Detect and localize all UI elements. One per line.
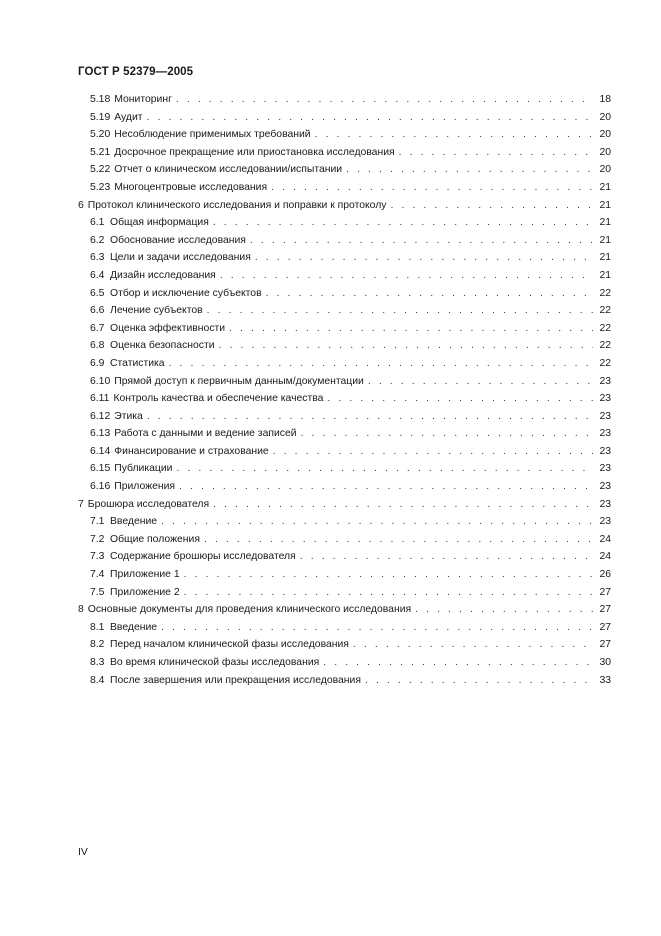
toc-dot-leader — [179, 478, 593, 496]
toc-entry — [78, 619, 611, 637]
toc-entry-page: 23 — [599, 375, 611, 387]
toc-dot-leader — [327, 390, 593, 408]
toc-entry — [78, 443, 611, 461]
toc-entry-page: 26 — [599, 569, 611, 581]
toc-entry-page: 22 — [599, 357, 611, 369]
toc-entry-page: 23 — [599, 498, 611, 510]
toc-entry-title: Отбор и исключение субъектов — [110, 287, 262, 299]
toc-entry-number: 6.15 — [90, 463, 111, 475]
toc-entry-title: Оценка безопасности — [110, 340, 215, 352]
toc-entry-page: 21 — [599, 234, 611, 246]
toc-entry-number: 6.4 — [90, 269, 105, 281]
toc-dot-leader — [300, 548, 593, 566]
toc-dot-leader — [213, 496, 593, 514]
toc-entry-page: 24 — [599, 551, 611, 563]
toc-dot-leader — [147, 109, 593, 127]
toc-entry-title: После завершения или прекращения исследования — [110, 674, 361, 686]
toc-entry-number: 8.4 — [90, 674, 105, 686]
toc-dot-leader — [161, 619, 593, 637]
toc-dot-leader — [255, 249, 593, 267]
toc-entry — [78, 144, 611, 162]
toc-dot-leader — [415, 601, 593, 619]
toc-entry — [78, 654, 611, 672]
toc-entry-title: Мониторинг — [114, 94, 172, 105]
toc-entry-page: 23 — [599, 445, 611, 457]
toc-entry-page: 27 — [599, 604, 611, 616]
toc-entry-number: 6.7 — [90, 322, 105, 334]
toc-entry-title: Обоснование исследования — [110, 234, 246, 246]
toc-entry-number: 8 — [78, 604, 84, 616]
toc-entry-number: 8.3 — [90, 657, 105, 668]
toc-entry-title: Работа с данными и ведение записей — [114, 428, 297, 440]
toc-entry — [78, 373, 611, 391]
toc-entry-page: 22 — [599, 305, 611, 317]
toc-entry-page: 33 — [599, 674, 611, 686]
toc-entry-title: Введение — [110, 516, 158, 528]
toc-dot-leader — [273, 443, 593, 461]
toc-entry-number: 5.22 — [90, 164, 111, 176]
toc-entry-number: 6.11 — [90, 393, 110, 405]
toc-entry-page: 23 — [599, 516, 611, 528]
toc-entry — [78, 496, 611, 514]
toc-entry — [78, 584, 611, 602]
toc-entry-page: 20 — [599, 129, 611, 141]
toc-entry — [78, 214, 611, 232]
toc-entry-number: 8.1 — [90, 621, 105, 633]
toc-entry-number: 7.2 — [90, 533, 105, 545]
toc-dot-leader — [147, 408, 593, 426]
toc-entry-title: Перед началом клинической фазы исследования — [110, 639, 349, 651]
toc-entry-title: Протокол клинического исследования и поправки к протоколу — [87, 199, 387, 211]
toc-entry-number: 7 — [78, 498, 84, 510]
toc-entry-number: 6.1 — [90, 217, 105, 229]
toc-entry — [78, 302, 611, 320]
toc-entry-number: 7.3 — [90, 551, 105, 563]
toc-entry-page: 27 — [599, 639, 611, 651]
toc-entry — [78, 672, 611, 690]
toc-entry — [78, 161, 611, 179]
toc-entry-page: 23 — [599, 481, 611, 493]
toc-entry-number: 6.12 — [90, 410, 111, 422]
toc-entry-title: Контроль качества и обеспечение качества — [113, 393, 324, 405]
toc-entry-number: 6.6 — [90, 305, 105, 317]
toc-entry-page: 30 — [599, 657, 611, 668]
toc-entry-number: 5.20 — [90, 129, 111, 141]
toc-entry-page: 23 — [599, 463, 611, 475]
toc-entry-page: 21 — [599, 199, 611, 211]
toc-entry-title: Общие положения — [110, 533, 200, 545]
toc-entry-number: 7.4 — [90, 569, 105, 581]
toc-entry-page: 27 — [599, 621, 611, 633]
toc-entry-number: 6.5 — [90, 287, 105, 299]
toc-entry-page: 23 — [599, 393, 611, 405]
toc-entry — [78, 249, 611, 267]
toc-dot-leader — [271, 179, 593, 197]
toc-entry-page: 23 — [599, 428, 611, 440]
toc-entry — [78, 390, 611, 408]
toc-dot-leader — [353, 636, 593, 654]
toc-dot-leader — [161, 513, 593, 531]
toc-entry — [78, 267, 611, 285]
toc-entry-number: 6.2 — [90, 234, 105, 246]
toc-entry — [78, 320, 611, 338]
toc-dot-leader — [266, 285, 593, 303]
toc-entry-title: Приложение 2 — [110, 586, 180, 598]
toc-dot-leader — [169, 355, 593, 373]
toc-dot-leader — [301, 425, 593, 443]
toc-entry-title: Этика — [114, 410, 143, 422]
toc-entry-title: Общая информация — [110, 217, 209, 229]
toc-entry — [78, 197, 611, 215]
toc-dot-leader — [184, 566, 593, 584]
toc-dot-leader — [220, 267, 593, 285]
toc-entry-number: 6.3 — [90, 252, 105, 264]
toc-dot-leader — [207, 302, 593, 320]
toc-dot-leader — [346, 161, 593, 179]
toc-entry — [78, 126, 611, 144]
toc-dot-leader — [213, 214, 593, 232]
toc-dot-leader — [315, 126, 593, 144]
toc-entry-number: 6.10 — [90, 375, 111, 387]
toc-entry — [78, 109, 611, 127]
toc-entry-page: 22 — [599, 322, 611, 334]
toc-entry-page: 22 — [599, 340, 611, 352]
toc-entry-title: Досрочное прекращение или приостановка исследования — [114, 146, 395, 158]
toc-entry-page: 21 — [599, 181, 611, 193]
toc-dot-leader — [229, 320, 593, 338]
toc-dot-leader — [204, 531, 593, 549]
toc-dot-leader — [250, 232, 593, 250]
toc-entry-number: 7.5 — [90, 586, 105, 598]
toc-entry-page: 23 — [599, 410, 611, 422]
page-header: ГОСТ Р 52379—2005 — [78, 66, 194, 78]
toc-entry-page: 21 — [599, 269, 611, 281]
toc-entry — [78, 566, 611, 584]
toc-entry-title: Цели и задачи исследования — [110, 252, 251, 264]
toc-entry-number: 8.2 — [90, 639, 105, 651]
toc-entry-title: Приложения — [114, 481, 176, 493]
toc-dot-leader — [399, 144, 593, 162]
toc-entry-page: 20 — [599, 111, 611, 123]
toc-entry-number: 6.9 — [90, 357, 105, 369]
page-footer-number: IV — [78, 847, 88, 858]
table-of-contents — [78, 91, 611, 689]
toc-entry-page: 21 — [599, 252, 611, 264]
toc-entry-title: Введение — [110, 621, 158, 633]
toc-entry-number: 5.19 — [90, 111, 111, 123]
toc-dot-leader — [176, 460, 593, 478]
toc-entry-page: 20 — [599, 146, 611, 158]
toc-entry-title: Основные документы для проведения клинического исследования — [87, 604, 412, 616]
toc-entry — [78, 425, 611, 443]
toc-entry-page: 24 — [599, 533, 611, 545]
toc-entry — [78, 179, 611, 197]
toc-entry-number: 5.23 — [90, 181, 111, 193]
toc-entry — [78, 408, 611, 426]
toc-dot-leader — [184, 584, 593, 602]
toc-dot-leader — [365, 672, 593, 690]
toc-entry-title: Оценка эффективности — [110, 322, 226, 334]
toc-entry-number: 5.18 — [90, 94, 111, 105]
toc-entry — [78, 285, 611, 303]
toc-dot-leader — [323, 654, 593, 672]
toc-entry-title: Содержание брошюры исследователя — [110, 551, 296, 563]
toc-entry-title: Аудит — [114, 111, 143, 123]
toc-entry-title: Публикации — [114, 463, 173, 475]
toc-dot-leader — [368, 373, 593, 391]
toc-entry-number: 6.8 — [90, 340, 105, 352]
toc-entry-title: Лечение субъектов — [110, 305, 203, 317]
toc-entry — [78, 337, 611, 355]
toc-entry-title: Многоцентровые исследования — [114, 181, 268, 193]
toc-entry-title: Прямой доступ к первичным данным/документации — [114, 375, 364, 387]
toc-entry-number: 6 — [78, 199, 84, 211]
toc-entry-number: 7.1 — [90, 516, 105, 528]
toc-entry — [78, 478, 611, 496]
toc-entry-number: 6.14 — [90, 445, 111, 457]
toc-entry-title: Брошюра исследователя — [87, 498, 210, 510]
toc-entry-page: 21 — [599, 217, 611, 229]
toc-entry — [78, 636, 611, 654]
toc-entry-page: 22 — [599, 287, 611, 299]
toc-entry-title: Несоблюдение применимых требований — [114, 129, 311, 141]
toc-entry — [78, 513, 611, 531]
toc-entry-title: Финансирование и страхование — [114, 445, 269, 457]
toc-dot-leader — [219, 337, 593, 355]
toc-entry — [78, 232, 611, 250]
toc-entry-number: 6.16 — [90, 481, 111, 493]
toc-entry — [78, 531, 611, 549]
toc-entry-number: 5.21 — [90, 146, 111, 158]
toc-entry — [78, 460, 611, 478]
toc-entry-title: Приложение 1 — [110, 569, 180, 581]
toc-entry-page: 27 — [599, 586, 611, 598]
toc-entry-title: Статистика — [110, 357, 165, 369]
toc-entry — [78, 91, 611, 109]
toc-entry — [78, 601, 611, 619]
toc-entry — [78, 355, 611, 373]
toc-dot-leader — [176, 91, 593, 109]
toc-entry — [78, 548, 611, 566]
toc-entry-page: 20 — [599, 164, 611, 176]
toc-entry-title: Отчет о клиническом исследовании/испытании — [114, 164, 343, 176]
toc-dot-leader — [391, 197, 594, 215]
toc-entry-page: 18 — [599, 94, 611, 105]
toc-entry-title: Дизайн исследования — [110, 269, 216, 281]
toc-entry-title: Во время клинической фазы исследования — [110, 657, 320, 668]
toc-entry-number: 6.13 — [90, 428, 111, 440]
